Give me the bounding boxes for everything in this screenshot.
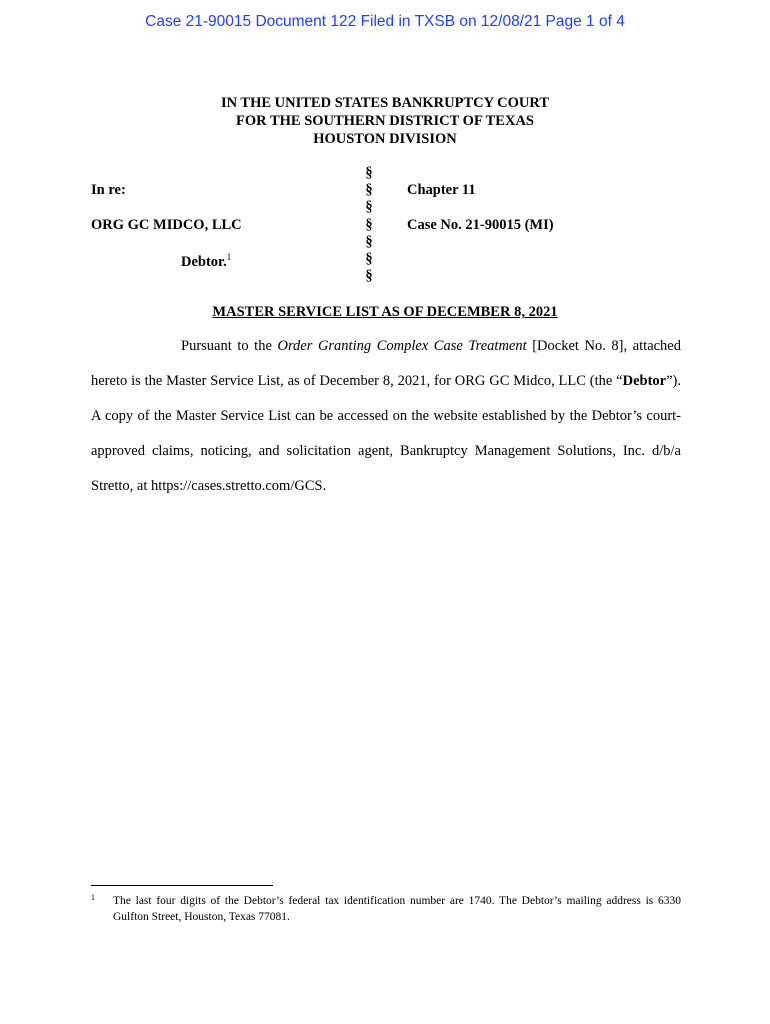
section-symbol: § (365, 165, 373, 181)
section-symbol: § (365, 182, 373, 198)
footnote-text: The last four digits of the Debtor’s federal tax identification number are 1740. The Debtor’s mailing address is 6330 Gulfton Street, Houston, Texas 77081. (113, 895, 681, 923)
court-division: HOUSTON DIVISION (313, 131, 457, 147)
section-symbol: § (365, 217, 373, 233)
footnote-mark: 1 (91, 893, 95, 902)
section-symbol: § (365, 234, 373, 250)
section-symbol: § (365, 251, 373, 267)
section-symbol: § (365, 199, 373, 215)
body-paragraph: Pursuant to the Order Granting Complex Case Treatment [Docket No. 8], attached hereto is the Master Service List, as of December 8, 2021, for ORG GC Midco, LLC (the “Debtor”). A copy of the Master Service List can be accessed on the website established by the Debtor’s court-approved claims, noticing, and solicitation agent, Bankruptcy Management Solutions, Inc. d/b/a Stretto, at https://cases.stretto.com/GCS. (91, 338, 681, 494)
chapter-label: Chapter 11 (407, 182, 476, 198)
section-symbol: § (365, 268, 373, 284)
in-re-label: In re: (91, 182, 126, 198)
filing-stamp: Case 21-90015 Document 122 Filed in TXSB on 12/08/21 Page 1 of 4 (145, 13, 625, 30)
case-number: Case No. 21-90015 (MI) (407, 217, 554, 233)
debtor-label: Debtor.$^1$ (181, 252, 232, 270)
footnote-reference: 1 (226, 252, 232, 262)
footnote-separator (91, 885, 273, 886)
court-name-line-1: IN THE UNITED STATES BANKRUPTCY COURT (220, 95, 550, 111)
footnote (91, 893, 681, 925)
debtor-name: ORG GC MIDCO, LLC (91, 217, 242, 233)
document-title: MASTER SERVICE LIST AS OF DECEMBER 8, 2021 (212, 304, 558, 320)
court-name-line-2: FOR THE SOUTHERN DISTRICT OF TEXAS (235, 113, 534, 129)
